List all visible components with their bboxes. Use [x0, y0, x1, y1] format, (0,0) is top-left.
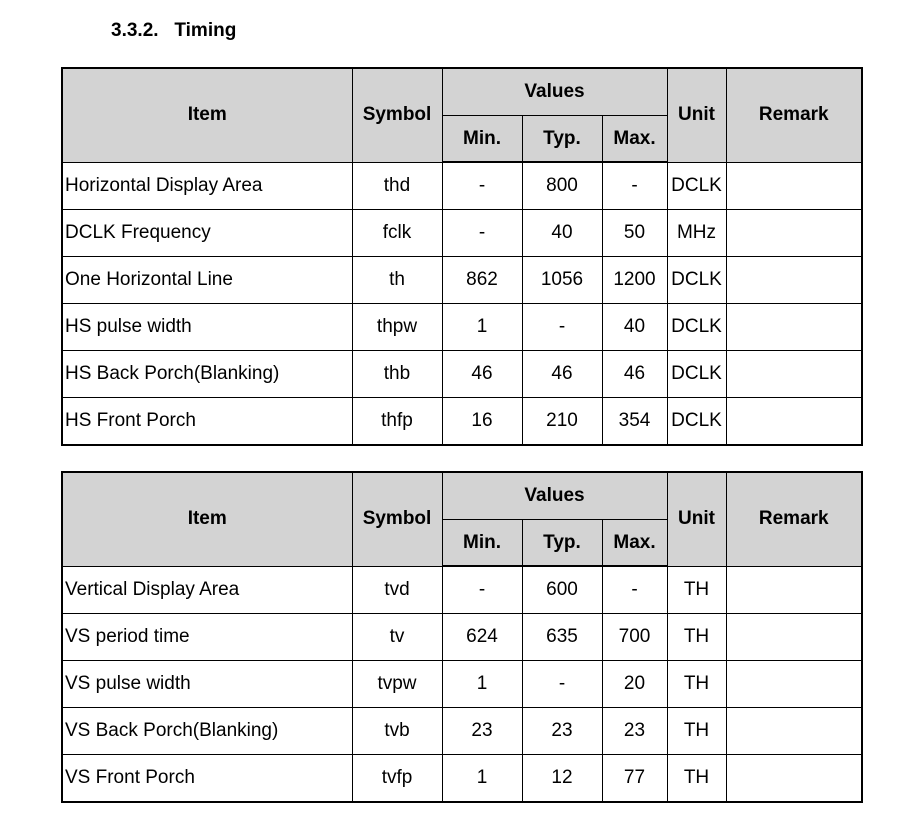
cell-remark: [726, 162, 862, 210]
cell-max: 700: [602, 614, 667, 661]
cell-symbol: tvpw: [352, 661, 442, 708]
header-remark: Remark: [726, 472, 862, 566]
cell-remark: [726, 755, 862, 803]
cell-min: -: [442, 162, 522, 210]
cell-typ: 46: [522, 351, 602, 398]
cell-min: 624: [442, 614, 522, 661]
header-max: Max.: [602, 520, 667, 567]
cell-item: HS pulse width: [62, 304, 352, 351]
cell-typ: 600: [522, 566, 602, 614]
cell-min: 1: [442, 661, 522, 708]
header-remark: Remark: [726, 68, 862, 162]
header-item: Item: [62, 472, 352, 566]
cell-symbol: tv: [352, 614, 442, 661]
cell-min: 16: [442, 398, 522, 446]
cell-unit: DCLK: [667, 304, 726, 351]
cell-typ: 800: [522, 162, 602, 210]
cell-symbol: tvfp: [352, 755, 442, 803]
cell-remark: [726, 304, 862, 351]
cell-remark: [726, 566, 862, 614]
header-values: Values: [442, 472, 667, 520]
header-unit: Unit: [667, 472, 726, 566]
cell-item: VS Front Porch: [62, 755, 352, 803]
cell-max: 77: [602, 755, 667, 803]
cell-typ: 23: [522, 708, 602, 755]
cell-typ: 635: [522, 614, 602, 661]
cell-unit: TH: [667, 614, 726, 661]
cell-item: VS pulse width: [62, 661, 352, 708]
table-row: [62, 162, 862, 210]
table-row: [62, 661, 862, 708]
cell-remark: [726, 210, 862, 257]
cell-symbol: thpw: [352, 304, 442, 351]
cell-max: 23: [602, 708, 667, 755]
cell-unit: DCLK: [667, 398, 726, 446]
header-typ: Typ.: [522, 116, 602, 163]
cell-typ: 210: [522, 398, 602, 446]
cell-unit: TH: [667, 661, 726, 708]
cell-typ: -: [522, 304, 602, 351]
header-min: Min.: [442, 520, 522, 567]
cell-unit: DCLK: [667, 257, 726, 304]
cell-unit: TH: [667, 566, 726, 614]
cell-remark: [726, 708, 862, 755]
cell-symbol: thfp: [352, 398, 442, 446]
cell-item: Horizontal Display Area: [62, 162, 352, 210]
cell-min: 46: [442, 351, 522, 398]
cell-symbol: fclk: [352, 210, 442, 257]
cell-max: 1200: [602, 257, 667, 304]
cell-item: One Horizontal Line: [62, 257, 352, 304]
cell-symbol: tvd: [352, 566, 442, 614]
cell-remark: [726, 661, 862, 708]
section-heading: [111, 20, 236, 42]
header-typ: Typ.: [522, 520, 602, 567]
table-row: [62, 257, 862, 304]
cell-min: 1: [442, 755, 522, 803]
cell-typ: 40: [522, 210, 602, 257]
cell-max: 20: [602, 661, 667, 708]
cell-unit: TH: [667, 708, 726, 755]
horizontal-timing-table: [61, 67, 863, 446]
vertical-timing-table: [61, 471, 863, 803]
cell-item: VS period time: [62, 614, 352, 661]
cell-max: -: [602, 566, 667, 614]
table-row: [62, 708, 862, 755]
cell-remark: [726, 351, 862, 398]
table-row: [62, 398, 862, 446]
table-row: [62, 614, 862, 661]
table-row: [62, 755, 862, 803]
cell-symbol: th: [352, 257, 442, 304]
cell-max: 50: [602, 210, 667, 257]
cell-symbol: tvb: [352, 708, 442, 755]
cell-min: -: [442, 210, 522, 257]
header-unit: Unit: [667, 68, 726, 162]
cell-typ: -: [522, 661, 602, 708]
cell-max: 46: [602, 351, 667, 398]
cell-unit: DCLK: [667, 162, 726, 210]
cell-symbol: thb: [352, 351, 442, 398]
cell-remark: [726, 398, 862, 446]
table-row: [62, 351, 862, 398]
cell-item: HS Front Porch: [62, 398, 352, 446]
cell-min: 23: [442, 708, 522, 755]
section-title: Timing: [174, 20, 237, 41]
cell-min: 862: [442, 257, 522, 304]
cell-max: -: [602, 162, 667, 210]
cell-typ: 12: [522, 755, 602, 803]
cell-max: 354: [602, 398, 667, 446]
horizontal-table-body: [62, 162, 862, 445]
header-symbol: Symbol: [352, 68, 442, 162]
cell-item: DCLK Frequency: [62, 210, 352, 257]
cell-item: HS Back Porch(Blanking): [62, 351, 352, 398]
cell-remark: [726, 257, 862, 304]
header-item: Item: [62, 68, 352, 162]
table-row: [62, 210, 862, 257]
cell-unit: MHz: [667, 210, 726, 257]
header-symbol: Symbol: [352, 472, 442, 566]
cell-min: -: [442, 566, 522, 614]
cell-min: 1: [442, 304, 522, 351]
cell-item: Vertical Display Area: [62, 566, 352, 614]
cell-unit: TH: [667, 755, 726, 803]
cell-unit: DCLK: [667, 351, 726, 398]
table-row: [62, 566, 862, 614]
cell-max: 40: [602, 304, 667, 351]
section-number: 3.3.2.: [111, 20, 159, 41]
header-max: Max.: [602, 116, 667, 163]
cell-item: VS Back Porch(Blanking): [62, 708, 352, 755]
header-min: Min.: [442, 116, 522, 163]
cell-symbol: thd: [352, 162, 442, 210]
cell-remark: [726, 614, 862, 661]
table-row: [62, 304, 862, 351]
header-values: Values: [442, 68, 667, 116]
cell-typ: 1056: [522, 257, 602, 304]
vertical-table-body: [62, 566, 862, 802]
